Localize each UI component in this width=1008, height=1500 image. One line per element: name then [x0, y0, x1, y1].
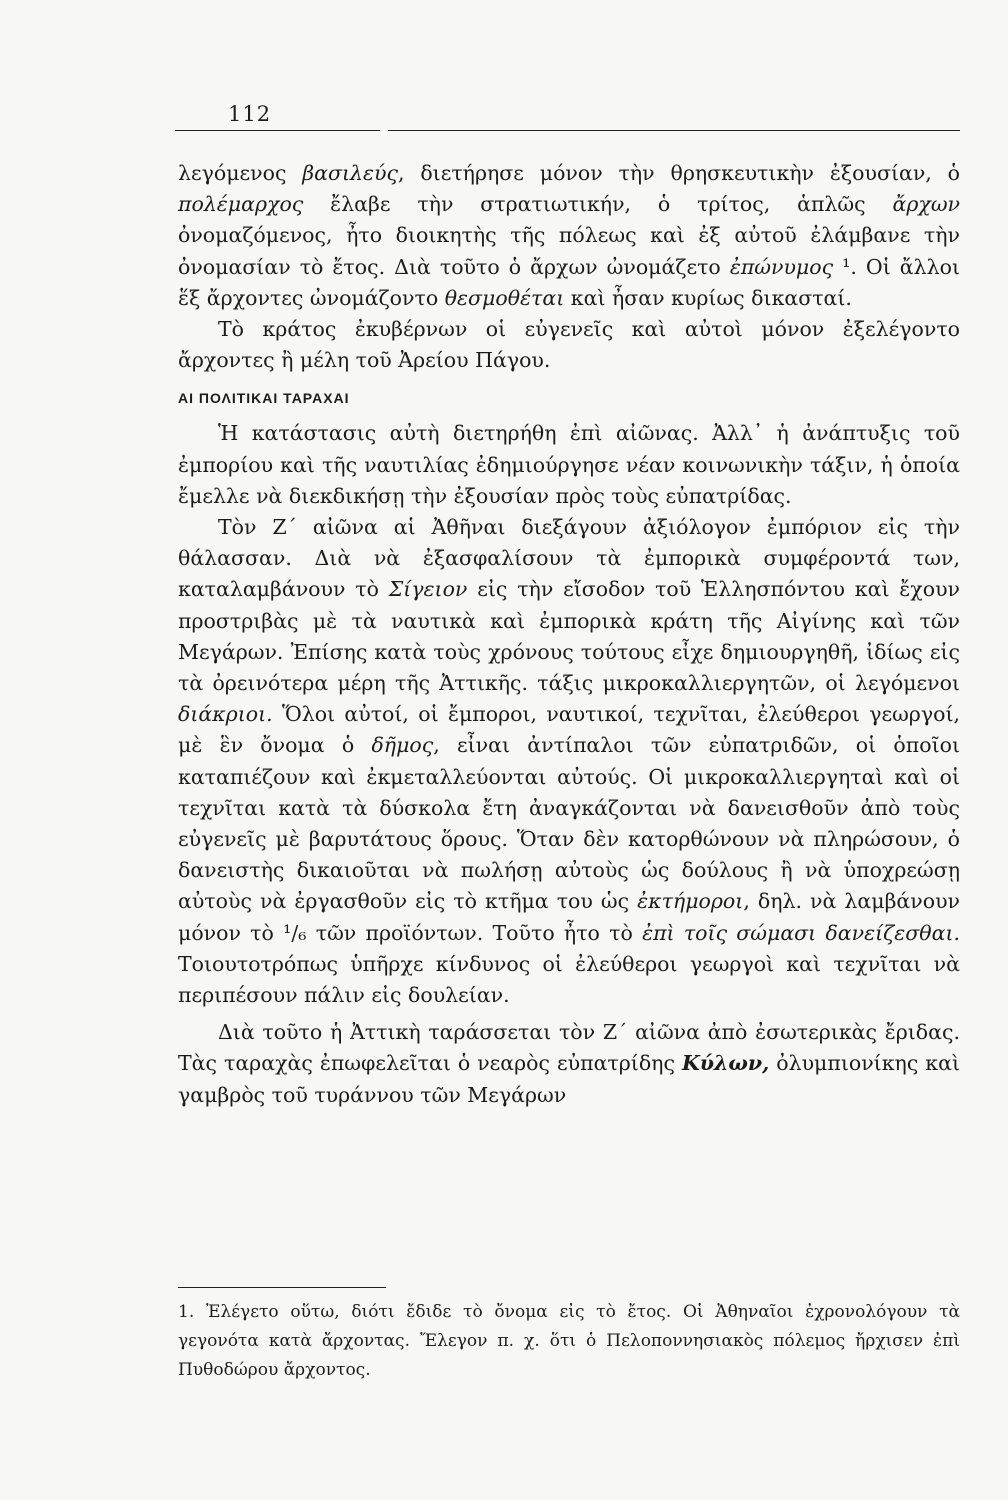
paragraph	[178, 1017, 960, 1111]
italic-term: διάκριοι.	[178, 702, 273, 727]
text-run: καὶ ἦσαν κυρίως δικασταί.	[564, 285, 852, 310]
text-run: , δηλ. νὰ λαμβάνουν μόνον τὸ ¹/₆ τῶν προϊόντων. Τοῦτο ἦτο τὸ	[178, 889, 960, 945]
italic-term: ἐπώνυμος	[729, 254, 834, 279]
footnote: 1. Ἐλέγετο οὕτω, διότι ἔδιδε τὸ ὄνομα εἰς τὸ ἔτος. Οἱ Ἀθηναῖοι ἐχρονολόγουν τὰ γεγονότα κατὰ ἄρχοντας. Ἔλεγον π. χ. ὅτι ὁ Πελοποννησιακὸς πόλεμος ἤρχισεν ἐπὶ Πυθοδώρου ἄρχοντος.	[178, 1302, 960, 1380]
header-rule	[175, 130, 380, 131]
italic-term: Σίγειον	[388, 577, 468, 602]
text-run: ¹. Οἱ ἄλλοι ἕξ ἄρχοντες ὠνομάζοντο	[178, 254, 960, 310]
italic-term: ἐκτήμοροι	[637, 889, 744, 914]
italic-term: πολέμαρχος	[178, 192, 304, 217]
italic-term: ἄρχων	[892, 192, 960, 217]
text-run: , εἶναι ἀντίπαλοι τῶν εὐπατριδῶν, οἱ ὁποῖοι καταπιέζουν καὶ ἐκμεταλλεύονται αὐτούς. Οἱ μικροκαλλιεργηταὶ καὶ οἱ τεχνῖται κατὰ τὰ δύσκολα ἔτη ἀναγκάζονται νὰ δανεισθοῦν ἀπὸ τοὺς εὐγενεῖς μὲ βαρυτάτους ὅρους. Ὅταν δὲν κατορθώνουν νὰ πληρώσουν, ὁ δανειστὴς δικαιοῦται νὰ πωλήσῃ αὐτοὺς ὡς δούλους ἢ νὰ ὑποχρεώσῃ αὐτοὺς νὰ ἐργασθοῦν εἰς τὸ κτῆμα του ὡς	[178, 733, 960, 914]
bold-italic-name: Κύλων,	[681, 1051, 770, 1076]
paragraph	[178, 314, 960, 376]
section-heading: ΑΙ ΠΟΛΙΤΙΚΑΙ ΤΑΡΑΧΑΙ	[178, 390, 350, 407]
italic-term: θεσμοθέται	[444, 285, 565, 310]
header-rule	[388, 130, 960, 131]
text-run: Τὸ κράτος ἐκυβέρνων οἱ εὐγενεῖς καὶ αὐτοὶ μόνον ἐξελέγοντο ἄρχοντες ἢ μέλη τοῦ Ἀρείου Πάγου.	[178, 317, 960, 373]
text-run: λεγόμενος	[178, 161, 303, 185]
text-run: Διὰ τοῦτο ἡ Ἀττικὴ ταράσσεται τὸν Ζ΄ αἰῶνα ἀπὸ ἐσωτερικὰς ἔριδας. Τὰς ταραχὰς ἐπωφελεῖται ὁ νεαρὸς εὐπατρίδης	[178, 1020, 960, 1076]
text-run: , διετήρησε μόνον τὴν θρησκευτικὴν ἐξουσίαν, ὁ	[397, 161, 960, 185]
text-run: ὀνομαζόμενος, ἦτο διοικητὴς τῆς πόλεως καὶ ἐξ αὐτοῦ ἐλάμβανε τὴν ὀνομασίαν τὸ ἔτος. Διὰ τοῦτο ὁ ἄρχων ὠνομάζετο	[178, 223, 960, 279]
page-number: 112	[228, 102, 272, 126]
text-run: εἰς τὴν εἴσοδον τοῦ Ἑλλησπόντου καὶ ἔχουν προστριβὰς μὲ τὰ ναυτικὰ καὶ ἐμπορικὰ κράτη τῆς Αἰγίνης καὶ τῶν Μεγάρων. Ἐπίσης κατὰ τοὺς χρόνους τούτους εἶχε δημιουργηθῆ, ἰδίως εἰς τὰ ὀρεινότερα μέρη τῆς Ἀττικῆς. τάξις μικροκαλλιεργητῶν, οἱ λεγόμενοι	[178, 577, 960, 696]
italic-term: βασιλεύς	[302, 161, 398, 185]
italic-term: δῆμος	[371, 733, 434, 758]
footnote-rule	[178, 1287, 386, 1288]
text-run: Τὸν Ζ΄ αἰῶνα αἱ Ἀθῆναι διεξάγουν ἀξιόλογον ἐμπόριον εἰς τὴν θάλασσαν. Διὰ νὰ ἐξασφαλίσουν τὰ ἐμπορικὰ συμφέροντά των, καταλαμβάνουν τὸ	[178, 515, 960, 602]
text-run: Τοιουτοτρόπως ὑπῆρχε κίνδυνος οἱ ἐλεύθεροι γεωργοὶ καὶ τεχνῖται νὰ περιπέσουν πάλιν εἰς δουλείαν.	[178, 951, 960, 1008]
text-run: Ἡ κατάστασις αὐτὴ διετηρήθη ἐπὶ αἰῶνας. Ἀλλ᾽ ἡ ἀνάπτυξις τοῦ ἐμπορίου καὶ τῆς ναυτιλίας ἐδημιούργησε νέαν κοινωνικὴν τάξιν, ἡ ὁποία ἔμελλε νὰ διεκδικήσῃ τὴν ἐξουσίαν πρὸς τοὺς εὐπατρίδας.	[178, 421, 960, 508]
text-run: Ὅλοι αὐτοί, οἱ ἔμποροι, ναυτικοί, τεχνῖται, ἐλεύθεροι γεωργοί, μὲ ἓν ὄνομα ὁ	[178, 702, 960, 758]
paragraph	[178, 512, 960, 1011]
text-run: ὀλυμπιονίκης καὶ γαμβρὸς τοῦ τυράννου τῶν Μεγάρων	[178, 1051, 960, 1107]
text-run: ἔλαβε τὴν στρατιωτικήν, ὁ τρίτος, ἁπλῶς	[303, 192, 893, 217]
paragraph	[178, 158, 960, 314]
main-text	[178, 158, 960, 1111]
italic-term: ἐπὶ τοῖς σώμασι δανείζεσθαι.	[642, 920, 960, 945]
paragraph	[178, 418, 960, 512]
